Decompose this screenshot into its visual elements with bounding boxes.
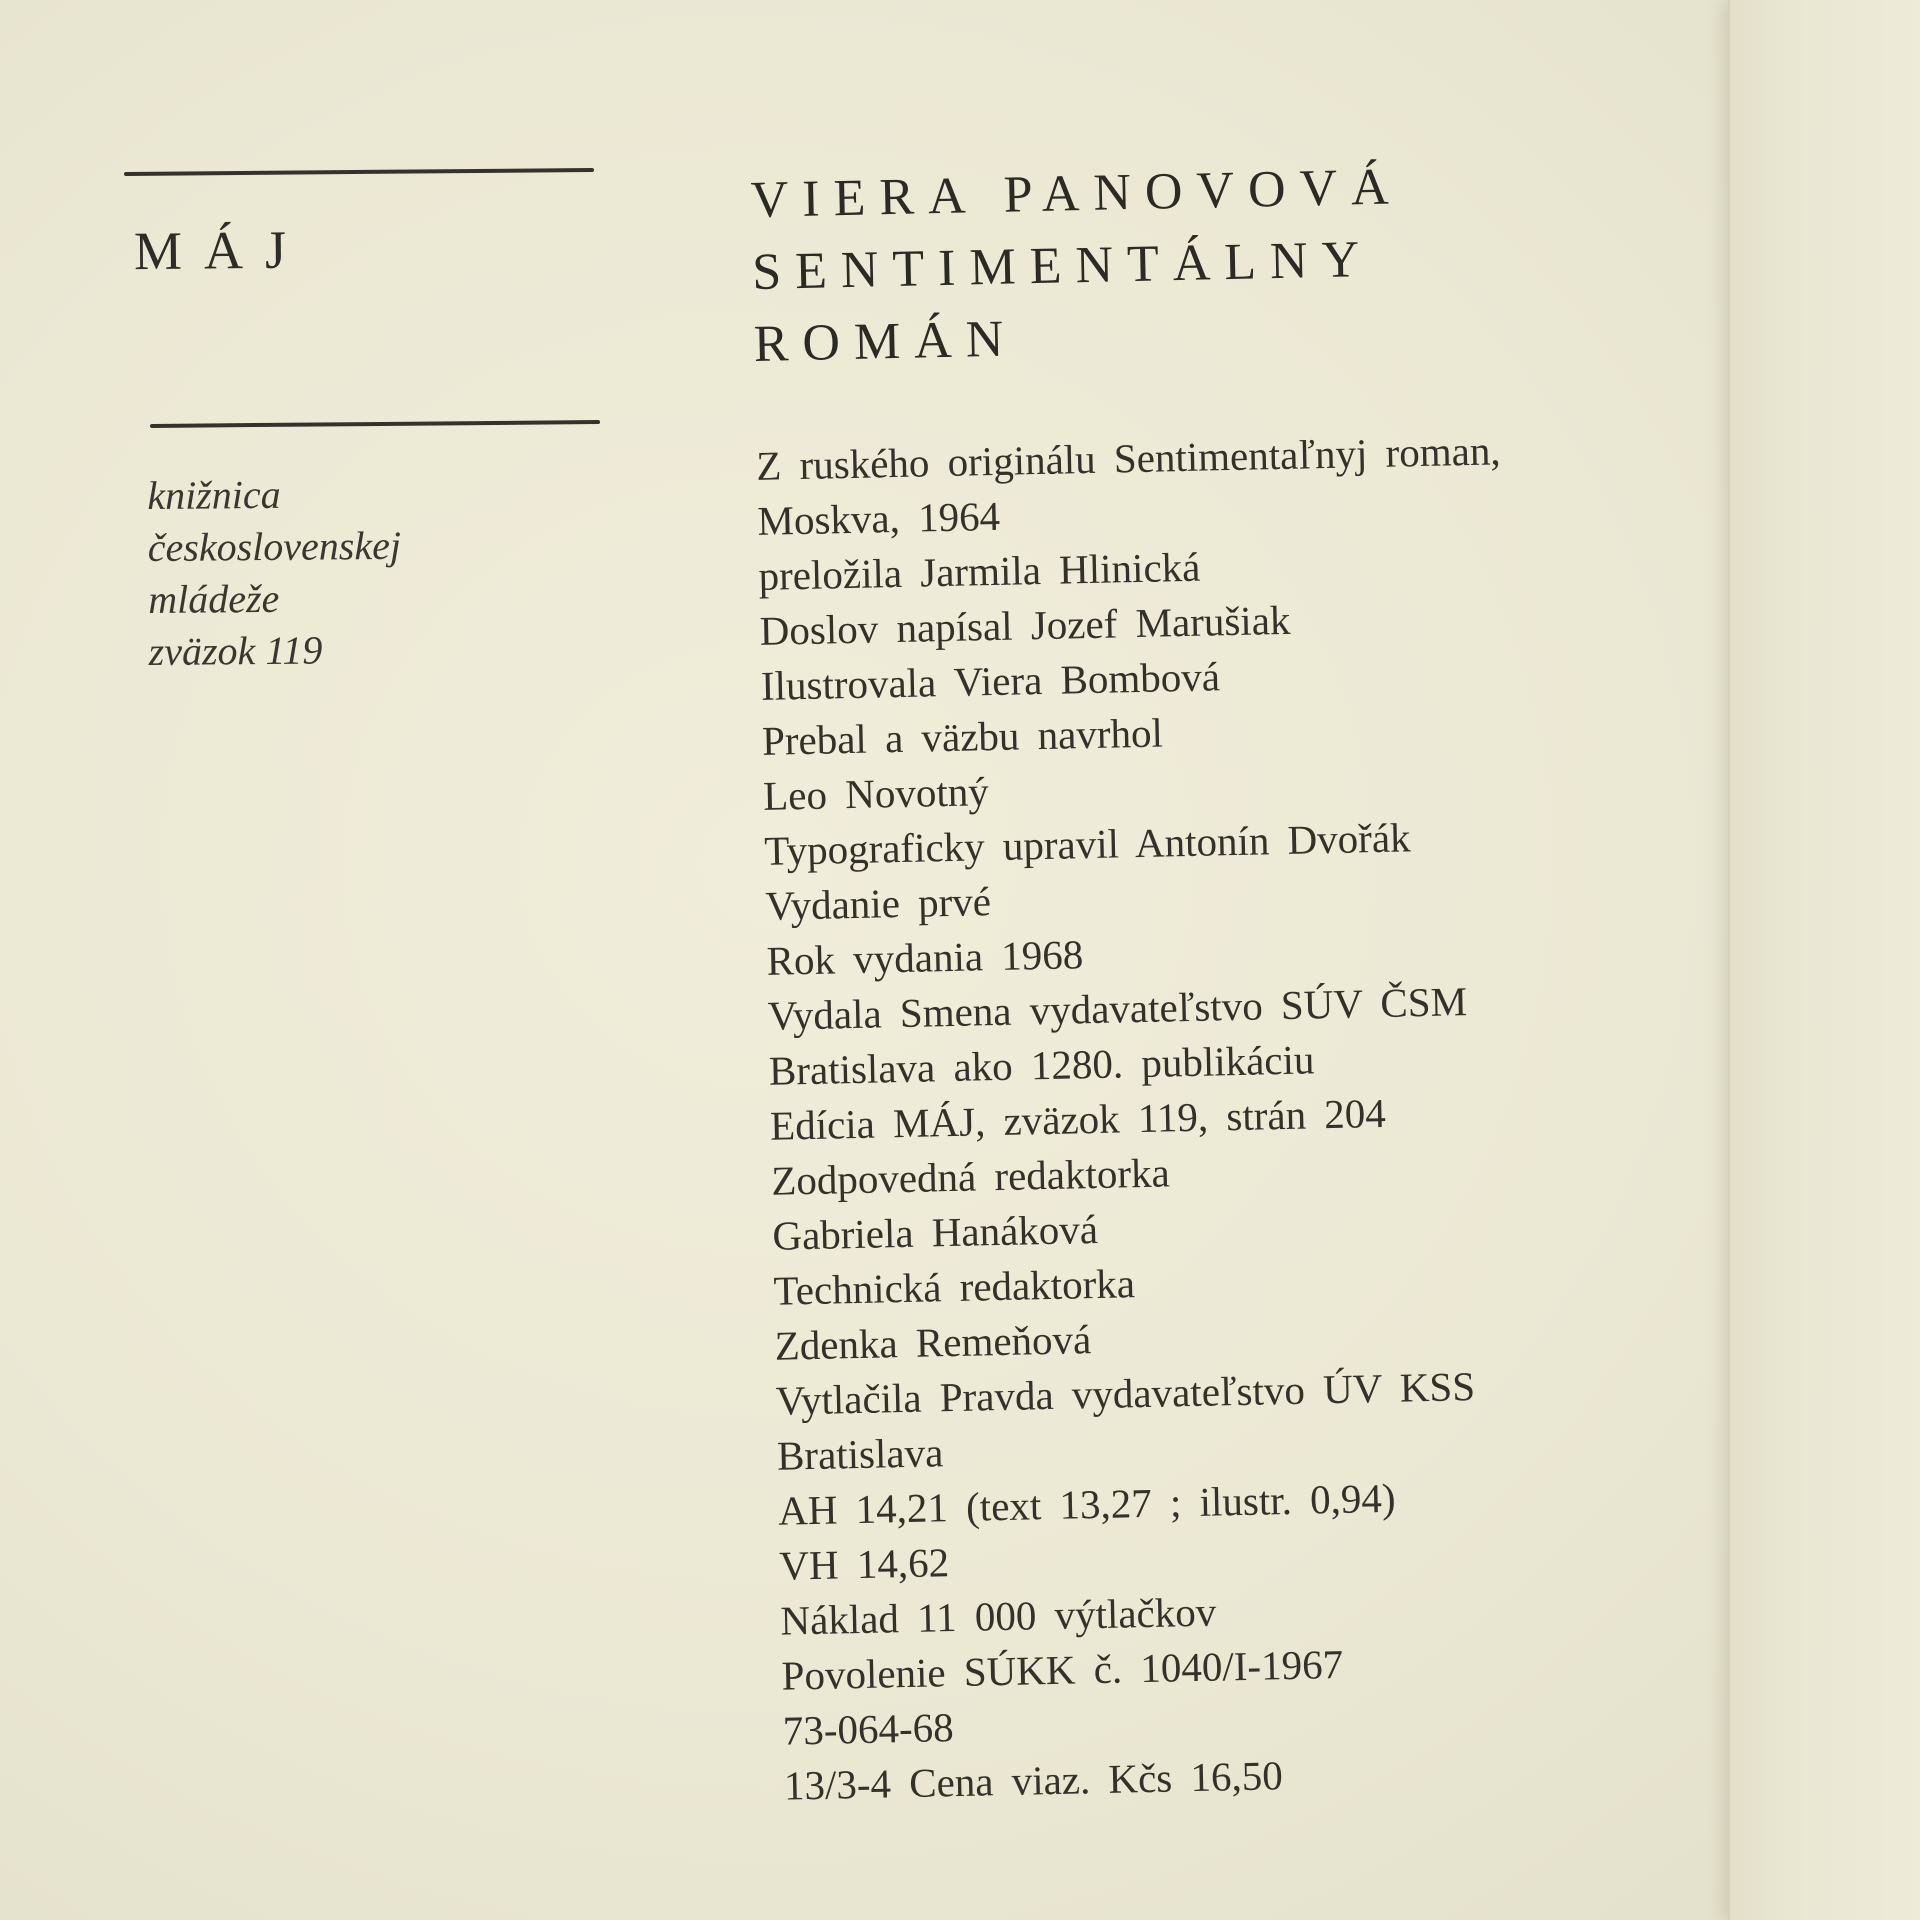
colophon-line: Technická redaktorka xyxy=(773,1260,1136,1314)
colophon-line: Prebal a väzbu navrhol xyxy=(761,709,1164,764)
series-desc-line: zväzok 119 xyxy=(148,627,323,675)
colophon-line: Povolenie SÚKK č. 1040/I-1967 xyxy=(781,1640,1344,1699)
colophon-line: Zdenka Remeňová xyxy=(774,1316,1092,1369)
title-line: ROMÁN xyxy=(753,310,1018,373)
series-column xyxy=(120,170,610,676)
colophon-line: preložila Jarmila Hlinická xyxy=(758,543,1201,599)
colophon-column xyxy=(750,144,1794,1814)
colophon-line: Z ruského originálu Sentimentaľnyj roman, xyxy=(755,427,1501,489)
colophon-line: Ilustrovala Viera Bombová xyxy=(760,653,1221,709)
book-title xyxy=(750,144,1764,381)
colophon-line: Moskva, 1964 xyxy=(756,492,1001,544)
colophon-line: Leo Novotný xyxy=(762,768,990,819)
colophon-line: Vydanie prvé xyxy=(765,878,992,929)
colophon xyxy=(756,418,1795,1814)
colophon-line: Vydala Smena vydavateľstvo SÚV ČSM xyxy=(767,978,1468,1039)
colophon-line: Bratislava xyxy=(776,1429,944,1479)
colophon-line: Edícia MÁJ, zväzok 119, strán 204 xyxy=(769,1089,1387,1149)
series-title: MÁJ xyxy=(133,219,309,282)
series-description xyxy=(147,466,611,678)
colophon-line: Doslov napísal Jozef Marušiak xyxy=(759,596,1291,654)
colophon-line: Zodpovedná redaktorka xyxy=(770,1149,1171,1204)
top-rule xyxy=(124,168,594,176)
bottom-rule xyxy=(150,420,600,428)
series-desc-line: mládeže xyxy=(148,575,280,623)
colophon-line: Typograficky upravil Antonín Dvořák xyxy=(763,814,1411,874)
series-desc-line: knižnica xyxy=(147,471,281,519)
colophon-line: Rok vydania 1968 xyxy=(766,931,1084,984)
colophon-line: Gabriela Hanáková xyxy=(771,1205,1099,1259)
title-line: SENTIMENTÁLNY xyxy=(751,230,1374,301)
colophon-line: Bratislava ako 1280. publikáciu xyxy=(768,1036,1315,1094)
colophon-line: 13/3-4 Cena viaz. Kčs 16,50 xyxy=(783,1752,1284,1809)
colophon-line: VH 14,62 xyxy=(778,1539,950,1589)
series-desc-line: československej xyxy=(147,522,402,571)
colophon-line: Vytlačila Pravda vydavateľstvo ÚV KSS xyxy=(775,1363,1476,1424)
title-line: VIERA PANOVOVÁ xyxy=(750,158,1404,229)
colophon-line: Náklad 11 000 výtlačkov xyxy=(780,1588,1217,1644)
colophon-line: 73-064-68 xyxy=(782,1704,955,1754)
colophon-line: AH 14,21 (text 13,27 ; ilustr. 0,94) xyxy=(777,1474,1396,1534)
